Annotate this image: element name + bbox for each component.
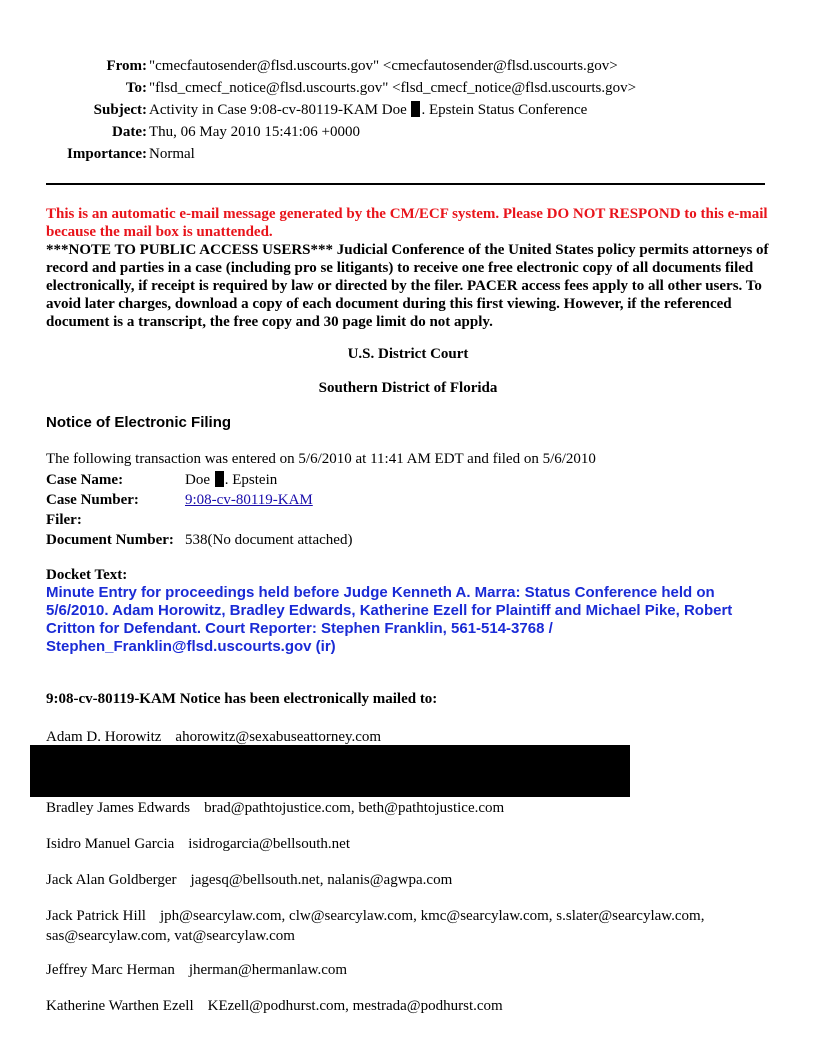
recipient-email: jherman@hermanlaw.com [188,962,348,978]
filer-row [46,510,352,530]
transaction-line: The following transaction was entered on 5/6/2010 at 11:41 AM EDT and filed on 5/6/2010 [46,451,596,467]
date-row [46,121,636,143]
subject-row [46,99,636,121]
recipient-name: Jack Alan Goldberger [46,872,177,888]
auto-message-warning: This is an automatic e-mail message generated by the CM/ECF system. Please DO NOT RESPOND to this e-mail because the mail box is unattended. [46,206,768,240]
case-name-value [185,470,277,490]
subject-label: Subject: [93,102,147,118]
redaction-mark [411,101,420,117]
redaction-bar [30,745,630,797]
recipient-entry [46,906,776,946]
recipient-email: brad@pathtojustice.com, beth@pathtojustice.com [204,800,505,816]
recipient-name: Jack Patrick Hill [46,908,146,924]
case-number-row [46,490,352,510]
case-name-label: Case Name: [46,472,124,488]
importance-row [46,143,636,165]
nef-title: Notice of Electronic Filing [46,414,232,431]
case-name-row [46,470,352,490]
recipient-entry [46,870,776,890]
recipient-name: Jeffrey Marc Herman [46,962,175,978]
date-label: Date: [112,124,147,140]
to-label: To: [125,80,147,96]
public-access-note: ***NOTE TO PUBLIC ACCESS USERS*** Judicial Conference of the United States policy permits attorneys of record and parties in a case (including pro se litigants) to receive one free electronic copy of all documents filed electronically, if receipt is required by law or directed by the filer. PACER access fees apply to all other users. To avoid later charges, download a copy of each document during this first viewing. However, if the referenced document is a transcript, the free copy and 30 page limit do not apply. [46,242,769,330]
redaction-mark [215,471,224,487]
document-number-label: Document Number: [46,532,174,548]
recipient-name: Katherine Warthen Ezell [46,998,194,1014]
mailed-to-heading: 9:08-cv-80119-KAM Notice has been electronically mailed to: [46,691,438,707]
docket-text: Minute Entry for proceedings held before Judge Kenneth A. Marra: Status Conference held on 5/6/2010. Adam Horowitz, Bradley Edwards, Katherine Ezell for Plaintiff and Michael Pike, Robert Critton for Defendant. Court Reporter: Stephen Franklin, 561-514-3768 / Stephen_Franklin@flsd.uscourts.gov (ir) [46,584,733,655]
court-name: U.S. District Court [347,346,469,362]
to-value: "flsd_cmecf_notice@flsd.uscourts.gov" <flsd_cmecf_notice@flsd.uscourts.gov> [149,80,637,96]
recipient-name: Adam D. Horowitz [46,729,162,745]
recipient-entry [46,727,776,747]
from-row [46,55,636,77]
recipient-email: isidrogarcia@bellsouth.net [188,836,350,852]
recipient-email: KEzell@podhurst.com, mestrada@podhurst.com [207,998,503,1014]
recipient-name: Isidro Manuel Garcia [46,836,175,852]
importance-value: Normal [149,146,195,162]
recipient-entry [46,960,776,980]
recipient-entry [46,834,776,854]
document-number-row [46,530,352,550]
recipient-email: ahorowitz@sexabuseattorney.com [175,729,382,745]
case-number-label: Case Number: [46,492,139,508]
recipient-email: jagesq@bellsouth.net, nalanis@agwpa.com [190,872,453,888]
district-name: Southern District of Florida [318,380,498,396]
from-label: From: [106,58,147,74]
email-header [46,55,636,165]
docket-text-label: Docket Text: [46,567,128,583]
to-row [46,77,636,99]
document-number-value: 538(No document attached) [185,532,353,548]
recipient-email: jph@searcylaw.com, clw@searcylaw.com, kmc@searcylaw.com, s.slater@searcylaw.com, sas@searcylaw.com, vat@searcylaw.com [46,908,705,944]
case-number-link[interactable]: 9:08-cv-80119-KAM [185,492,313,508]
header-divider [46,183,765,185]
case-name-part-b: . Epstein [224,472,278,488]
from-value: "cmecfautosender@flsd.uscourts.gov" <cmecfautosender@flsd.uscourts.gov> [149,58,618,74]
subject-value [149,99,587,121]
importance-label: Importance: [67,146,147,162]
filer-label: Filer: [46,512,82,528]
subject-part-b: . Epstein Status Conference [421,102,588,118]
recipient-entry [46,996,776,1016]
date-value: Thu, 06 May 2010 15:41:06 +0000 [149,124,360,140]
recipient-entry [46,798,776,818]
case-info-table [46,470,352,550]
recipient-name: Bradley James Edwards [46,800,191,816]
subject-part-a: Activity in Case 9:08-cv-80119-KAM Doe [149,102,407,118]
case-name-part-a: Doe [185,472,210,488]
